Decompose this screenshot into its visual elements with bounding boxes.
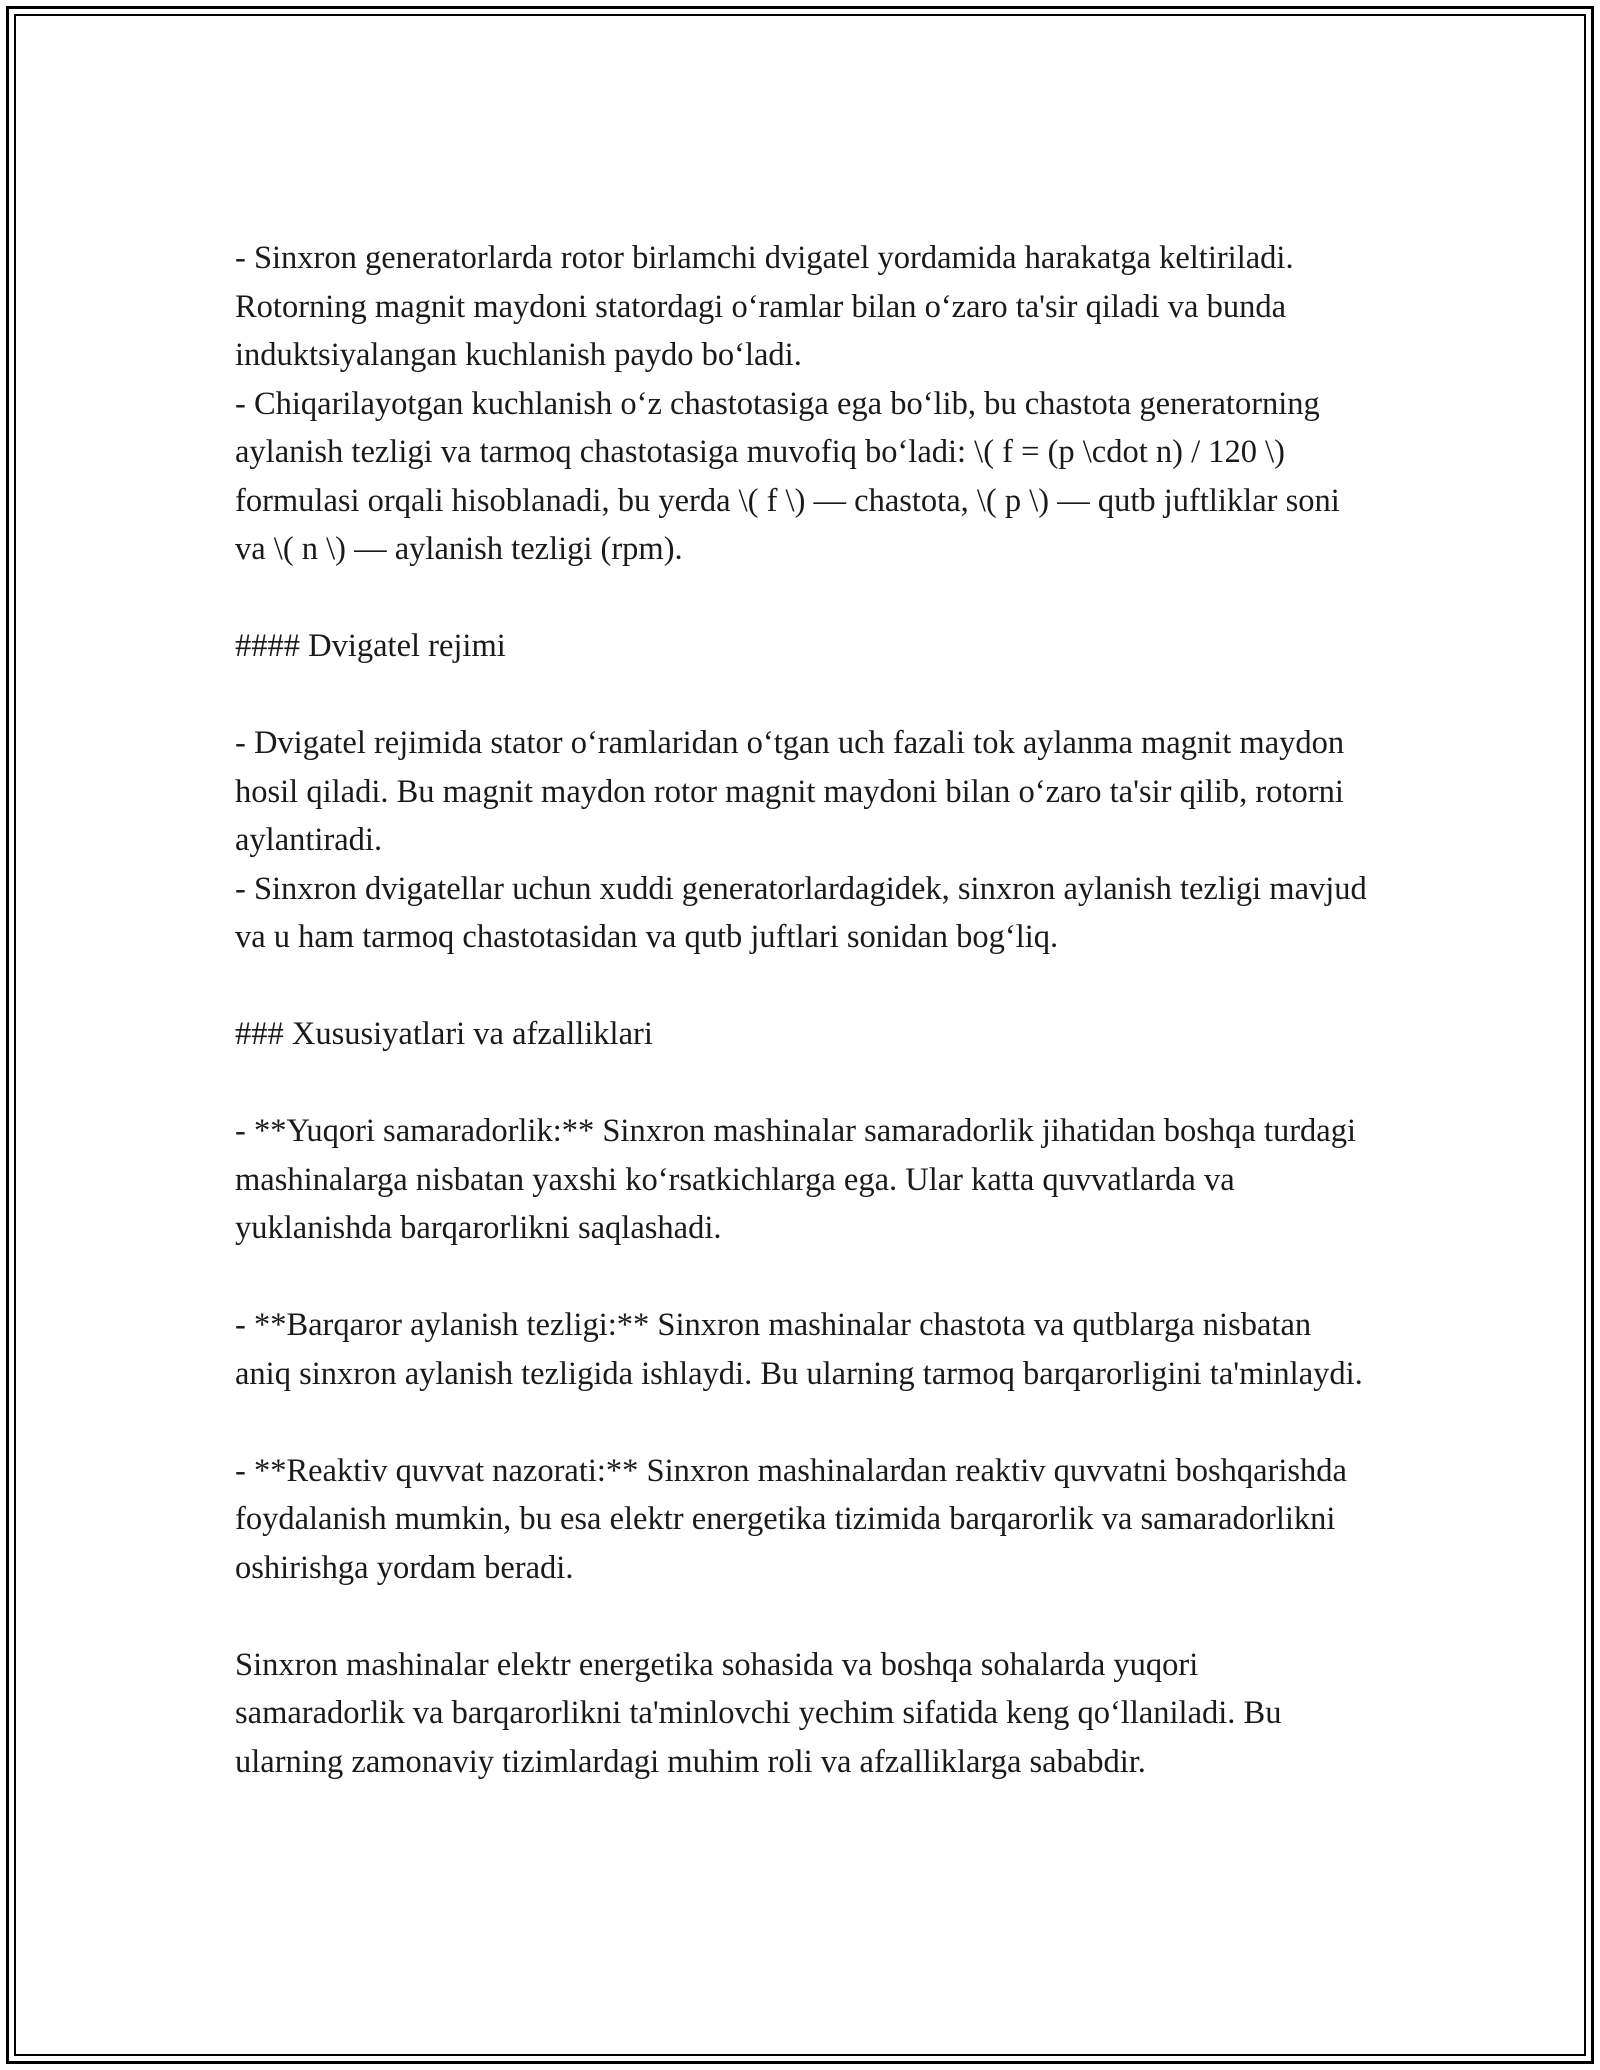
paragraph-generator-rotor: - Sinxron generatorlarda rotor birlamchi dvigatel yordamida harakatga keltiriladi. Rotorning magnit maydoni statordagi o‘ramlar bilan o‘zaro ta'sir qiladi va bunda induktsiyalangan kuchlanish paydo bo‘ladi. (235, 240, 1294, 373)
paragraph-frequency-formula: - Chiqarilayotgan kuchlanish o‘z chastotasiga ega bo‘lib, bu chastota generatorning aylanish tezligi va tarmoq chastotasiga muvofiq bo‘ladi: \( f = (p \cdot n) / 120 \) formulasi orqali hisoblanadi, bu yerda \( f \) — chastota, \( p \) — qutb juftliklar soni va \( n \) — aylanish tezligi (rpm). (235, 385, 1340, 567)
spacer (235, 1253, 1370, 1302)
paragraph-conclusion: Sinxron mashinalar elektr energetika sohasida va boshqa sohalarda yuqori samaradorlik va barqarorlikni ta'minlovchi yechim sifatida keng qo‘llaniladi. Bu ularning zamonaviy tizimlardagi muhim roli va afzalliklarga sababdir. (235, 1646, 1282, 1780)
spacer (235, 1059, 1370, 1108)
spacer (235, 1592, 1370, 1641)
document-body (235, 234, 1370, 1786)
paragraph-stable-speed: - **Barqaror aylanish tezligi:** Sinxron mashinalar chastota va qutblarga nisbatan aniq sinxron aylanish tezligida ishlaydi. Bu ularning tarmoq barqarorligini ta'minlaydi. (235, 1307, 1363, 1392)
paragraph-motor-speed: - Sinxron dvigatellar uchun xuddi generatorlardagidek, sinxron aylanish tezligi mavjud va u ham tarmoq chastotasidan va qutb juftlari sonidan bog‘liq. (235, 870, 1367, 955)
paragraph-reactive-power: - **Reaktiv quvvat nazorati:** Sinxron mashinalardan reaktiv quvvatni boshqarishda foydalanish mumkin, bu esa elektr energetika tizimida barqarorlik va samaradorlikni oshirishga yordam beradi. (235, 1452, 1347, 1586)
spacer (235, 1398, 1370, 1447)
spacer (235, 962, 1370, 1011)
paragraph-high-efficiency: - **Yuqori samaradorlik:** Sinxron mashinalar samaradorlik jihatidan boshqa turdagi mashinalarga nisbatan yaxshi ko‘rsatkichlarga ega. Ular katta quvvatlarda va yuklanishda barqarorlikni saqlashadi. (235, 1113, 1356, 1246)
heading-xususiyatlari: ### Xususiyatlari va afzalliklari (235, 1016, 653, 1052)
spacer (235, 671, 1370, 720)
paragraph-motor-mode: - Dvigatel rejimida stator o‘ramlaridan o‘tgan uch fazali tok aylanma magnit maydon hosil qiladi. Bu magnit maydon rotor magnit maydoni bilan o‘zaro ta'sir qilib, rotorni aylantiradi. (235, 725, 1345, 858)
heading-dvigatel-rejimi: #### Dvigatel rejimi (235, 628, 506, 664)
spacer (235, 574, 1370, 623)
